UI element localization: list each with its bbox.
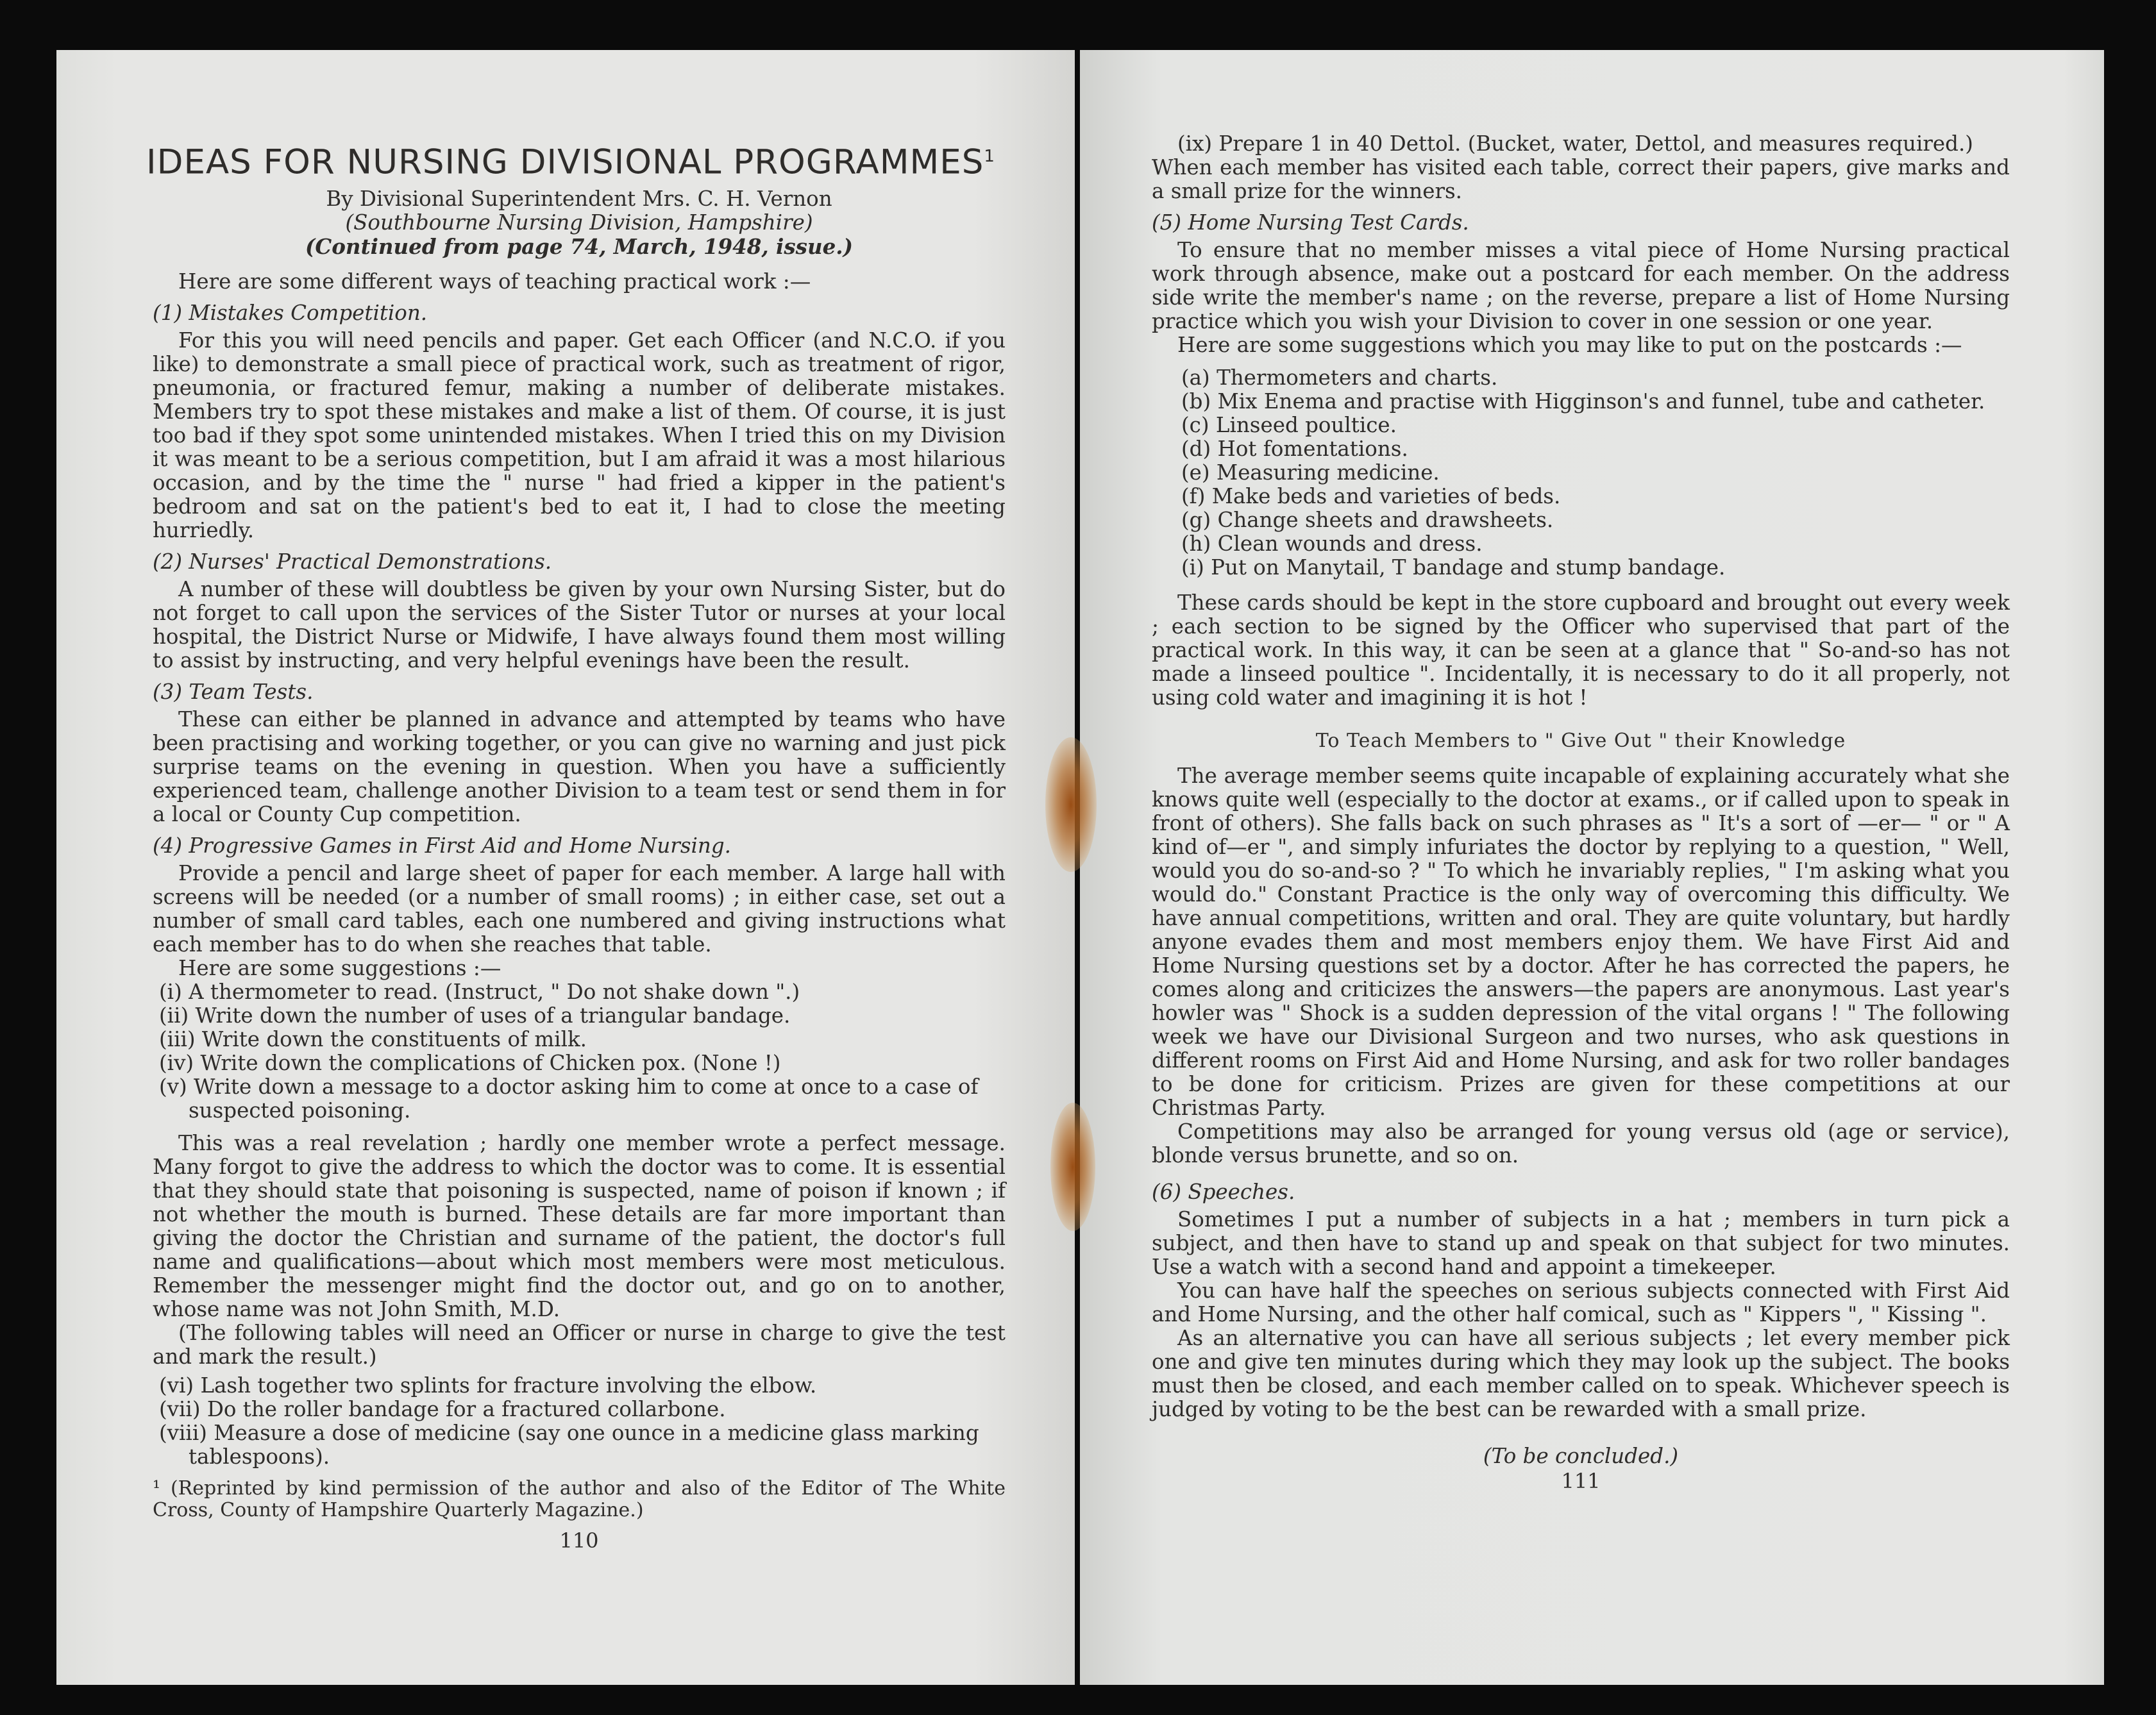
- section-heading-teach: To Teach Members to " Give Out " their Knowledge: [1315, 730, 1846, 752]
- stain-lower: [1050, 1103, 1095, 1231]
- to-be-concluded: (To be concluded.): [1483, 1444, 1679, 1468]
- section-5-body: To ensure that no member misses a vital piece of Home Nursing practical work through absence, make out a postcard for each member. On the address side write the member's name ; on the reverse, prepare a list of Home Nursing practice which you wish your Division to cover in one session or one year.: [1152, 238, 2010, 333]
- page-number: 111: [1561, 1469, 1601, 1493]
- section-4-suggestions: Here are some suggestions :—: [178, 955, 501, 980]
- section-5-heading: (5) Home Nursing Test Cards.: [1152, 210, 1469, 235]
- page-number: 110: [559, 1528, 599, 1553]
- continued-line: (Continued from page 74, March, 1948, issue.): [305, 233, 853, 259]
- list-item: (vii) Do the roller bandage for a fractured collarbone.: [159, 1396, 726, 1421]
- list-item: (a) Thermometers and charts.: [1181, 365, 1498, 390]
- list-item: (i) A thermometer to read. (Instruct, " Do not shake down ".): [159, 979, 800, 1004]
- section-3-body: These can either be planned in advance and attempted by teams who have been practising and working together, or you can give no warning and just pick surprise teams on the evening in question. When you have a sufficiently experienced team, challenge another Division to a team test or send them in for a local or County Cup competition.: [153, 707, 1006, 826]
- division-line: (Southbourne Nursing Division, Hampshire): [345, 210, 813, 235]
- list-item: (d) Hot fomentations.: [1181, 437, 1408, 461]
- section-6-heading: (6) Speeches.: [1152, 1180, 1295, 1204]
- title-footnote-marker: 1: [984, 147, 995, 166]
- right-page: [1080, 50, 2104, 1685]
- postcard-items-list: [1181, 366, 2010, 580]
- table-items-list: [159, 980, 1006, 1123]
- list-item: (e) Measuring medicine.: [1181, 460, 1440, 485]
- list-item: (viii) Measure a dose of medicine (say one ounce in a medicine glass marking tablespoons).: [159, 1420, 979, 1469]
- tables-note: (The following tables will need an Officer or nurse in charge to give the test and mark the result.): [153, 1320, 1006, 1369]
- list-item: (h) Clean wounds and dress.: [1181, 531, 1483, 556]
- section-6-body-2: You can have half the speeches on serious subjects connected with First Aid and Home Nursing, and the other half comical, such as " Kippers ", " Kissing ".: [1152, 1278, 2010, 1326]
- list-item: (i) Put on Manytail, T bandage and stump bandage.: [1181, 555, 1726, 580]
- section-4-heading: (4) Progressive Games in First Aid and Home Nursing.: [153, 833, 731, 858]
- footnote: ¹ (Reprinted by kind permission of the author and also of the Editor of The White Cross, County of Hampshire Quarterly Magazine.): [153, 1477, 1006, 1521]
- article-title: [146, 142, 1006, 182]
- section-1-heading: (1) Mistakes Competition.: [153, 300, 428, 325]
- section-2-body: A number of these will doubtless be given by your own Nursing Sister, but do not forget to call upon the services of the Sister Tutor or nurses at your local hospital, the District Nurse or Midwife, I have always found them most willing to assist by instructing, and very helpful evenings have been the result.: [153, 576, 1006, 673]
- list-item: (iii) Write down the constituents of milk.: [159, 1026, 587, 1051]
- list-item: (g) Change sheets and drawsheets.: [1181, 508, 1554, 532]
- stain-upper: [1045, 737, 1097, 872]
- section-1-body: For this you will need pencils and paper. Get each Officer (and N.C.O. if you like) to demonstrate a small piece of practical work, such as treatment of rigor, pneumonia, or fractured femur, making a number of deliberate mistakes. Members try to spot these mistakes and make a list of them. Of course, it is just too bad if they spot some unintended mistakes. When I tried this on my Division it was meant to be a serious competition, but I am afraid it was a most hilarious occasion, and by the time the " nurse " had fried a kipper in the patient's bedroom and sat on the patient's bed to eat it, I had to close the meeting hurriedly.: [153, 328, 1006, 542]
- cards-paragraph: These cards should be kept in the store cupboard and brought out every week ; each section to be signed by the Officer who supervised that part of the practical work. In this way, it can be seen at a glance that " So-and-so has not made a linseed poultice ". Incidentally, it is necessary to do it all properly, not using cold water and imagining it is hot !: [1152, 590, 2010, 710]
- list-item: (vi) Lash together two splints for fracture involving the elbow.: [159, 1373, 817, 1398]
- byline: By Divisional Superintendent Mrs. C. H. Vernon: [326, 186, 832, 211]
- intro-paragraph: Here are some different ways of teaching practical work :—: [178, 269, 811, 294]
- section-4-body: Provide a pencil and large sheet of paper for each member. A large hall with screens will be needed (or a number of small rooms) ; in either case, set out a number of small card tables, each one numbered and giving instructions what each member has to do when she reaches that table.: [153, 860, 1006, 957]
- article-title-text: IDEAS FOR NURSING DIVISIONAL PROGRAMMES: [146, 142, 984, 182]
- left-column: [146, 50, 1006, 1553]
- after-visit-paragraph: When each member has visited each table, correct their papers, give marks and a small prize for the winners.: [1152, 155, 2010, 203]
- section-6-body-3: As an alternative you can have all serious subjects ; let every member pick one and give ten minutes during which they may look up the subject. The books must then be closed, and each member called on to speak. Whichever speech is judged by voting to be the best can be rewarded with a small prize.: [1152, 1326, 2010, 1421]
- section-5-suggestions: Here are some suggestions which you may like to put on the postcards :—: [1177, 333, 1962, 357]
- table-items-list-2: [159, 1374, 1006, 1469]
- left-page: [56, 50, 1075, 1685]
- list-item: (iv) Write down the complications of Chicken pox. (None !): [159, 1050, 781, 1075]
- revelation-paragraph: This was a real revelation ; hardly one member wrote a perfect message. Many forgot to give the address to which the doctor was to come. It is essential that they should state that poisoning is suspected, name of poison if known ; if not whether the mouth is burned. These details are far more important than giving the doctor the Christian and surname of the patient, the doctor's full name and qualifications—about which most members were most meticulous. Remember the messenger might find the doctor out, and go on to another, whose name was not John Smith, M.D.: [153, 1130, 1006, 1321]
- list-item: (b) Mix Enema and practise with Higginson's and funnel, tube and catheter.: [1181, 389, 1985, 414]
- section-6-body-1: Sometimes I put a number of subjects in a hat ; members in turn pick a subject, and then have to stand up and speak on that subject for two minutes. Use a watch with a second hand and appoint a timekeeper.: [1152, 1207, 2010, 1279]
- list-item: (f) Make beds and varieties of beds.: [1181, 484, 1561, 508]
- section-2-heading: (2) Nurses' Practical Demonstrations.: [153, 549, 552, 574]
- section-3-heading: (3) Team Tests.: [153, 679, 314, 704]
- competitions-paragraph: Competitions may also be arranged for young versus old (age or service), blonde versus brunette, and so on.: [1152, 1119, 2010, 1167]
- teach-paragraph: The average member seems quite incapable of explaining accurately what she knows quite well (especially to the doctor at exams., or if called upon to speak in front of others). She falls back on such phrases as " It's a sort of —er— " or " A kind of—er ", and simply infuriates the doctor by replying to a question, " Well, would you do so-and-so ? " To which he invariably replies, " I'm asking what you would do." Constant Practice is the only way of overcoming this difficulty. We have annual competitions, written and oral. They are quite voluntary, but hardly anyone evades them and most members enjoy them. We have First Aid and Home Nursing questions set by a doctor. After he has corrected the papers, he comes along and criticizes the answers—the papers are anonymous. Last year's howler was " Shock is a sudden depression of the vital organs ! " The following week we have our Divisional Surgeon and two nurses, who ask questions in different rooms on First Aid and Home Nursing, and ask for two roller bandages to be done for criticism. Prizes are given for these competitions at our Christmas Party.: [1152, 764, 2010, 1120]
- item-ix: (ix) Prepare 1 in 40 Dettol. (Bucket, water, Dettol, and measures required.): [1177, 131, 1973, 156]
- list-item: (c) Linseed poultice.: [1181, 413, 1397, 437]
- right-column: [1152, 132, 2010, 1493]
- list-item: (ii) Write down the number of uses of a triangular bandage.: [159, 1003, 791, 1028]
- list-item: (v) Write down a message to a doctor asking him to come at once to a case of suspected poisoning.: [159, 1074, 979, 1123]
